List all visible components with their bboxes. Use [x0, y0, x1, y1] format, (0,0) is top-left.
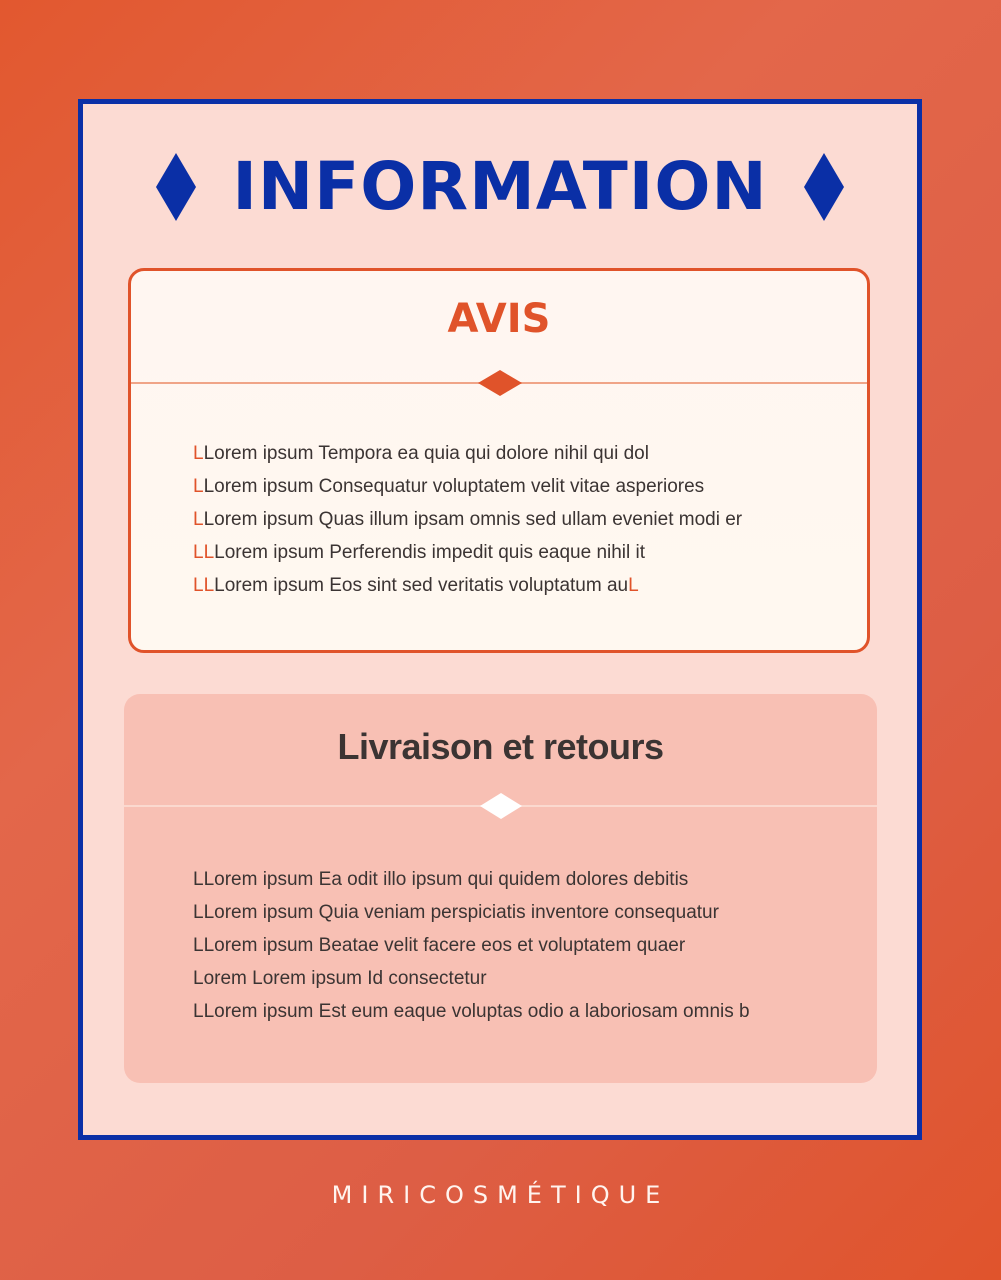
list-item: LLorem ipsum Quia veniam perspiciatis inventore consequatur	[193, 902, 719, 923]
avis-title: AVIS	[447, 296, 551, 342]
diamond-icon	[480, 793, 522, 819]
shipping-returns-card	[124, 694, 877, 1083]
avis-list	[193, 437, 742, 602]
list-item: LLLorem ipsum Perferendis impedit quis eaque nihil it	[193, 542, 646, 563]
list-item: Lorem Lorem ipsum Id consectetur	[193, 968, 487, 989]
list-item: LLorem ipsum Ea odit illo ipsum qui quidem dolores debitis	[193, 869, 689, 890]
diamond-icon	[478, 370, 522, 396]
list-item: LLLorem ipsum Eos sint sed veritatis voluptatum auL	[193, 575, 639, 596]
avis-card	[128, 268, 870, 653]
diamond-icon	[156, 153, 196, 221]
list-item: LLorem ipsum Consequatur voluptatem velit vitae asperiores	[193, 476, 705, 497]
shipping-title: Livraison et retours	[337, 726, 664, 767]
information-panel	[78, 99, 922, 1140]
shipping-list	[193, 863, 750, 1028]
list-item: LLorem ipsum Beatae velit facere eos et voluptatem quaer	[193, 935, 686, 956]
list-item: LLorem ipsum Quas illum ipsam omnis sed ullam eveniet modi er	[193, 509, 743, 530]
page-title: INFORMATION	[232, 147, 768, 225]
list-item: LLorem ipsum Tempora ea quia qui dolore nihil qui dol	[193, 443, 649, 464]
diamond-icon	[804, 153, 844, 221]
header	[83, 144, 917, 229]
brand-name: MIRICOSMÉTIQUE	[331, 1181, 670, 1209]
list-item: LLorem ipsum Est eum eaque voluptas odio a laboriosam omnis b	[193, 1001, 750, 1022]
